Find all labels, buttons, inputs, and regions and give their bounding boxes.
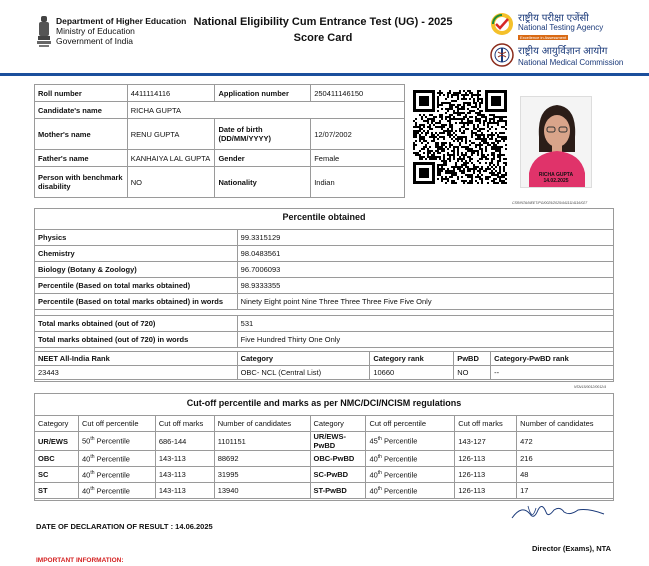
percentile-text: Percentile [96,436,130,446]
cutoff-percentile [78,467,155,483]
table-row [35,294,614,310]
cutoff-percentile-pwbd [366,483,455,499]
qr-code-icon [411,88,509,186]
percentile-text: Percentile [384,470,418,480]
nationality-value: Indian [311,167,405,198]
cutoff-percentile-pwbd [366,467,455,483]
cutoff-header-marks: Cut off marks [155,416,214,432]
total-marks-words-value: Five Hundred Thirty One Only [237,332,613,348]
page-title [168,14,478,46]
category-value: OBC- NCL (Central List) [237,366,370,380]
reference-code: CSR/NTA/NEET/PG/0025/2025/4411114116/027 [512,201,588,205]
cutoff-table [34,415,614,499]
cutoff-header-category-pwbd: Category [310,416,366,432]
percentile-title: Percentile obtained [282,212,366,222]
cutoff-marks: 143-113 [155,451,214,467]
percentile-words-value: Ninety Eight point Nine Three Three Three Five Five Only [237,294,613,310]
table-row [35,432,614,451]
roll-number-value: 4411114116 [127,85,215,102]
percentile-text: Percentile [384,454,418,464]
table-row [35,352,614,366]
photo-caption [520,172,592,184]
mother-name-label: Mother's name [35,119,128,150]
rank-header-category-pwbd-rank: Category-PwBD rank [491,352,614,366]
category-rank-value: 10660 [370,366,454,380]
reference-code-2: NTA/15/0012/0012/4 [574,385,607,389]
percentile-text: Percentile [96,486,130,496]
ministry-name: Ministry of Education [56,26,135,36]
cutoff-marks-pwbd: 143-127 [455,432,517,451]
percentile-table [34,229,614,348]
dob-value: 12/07/2002 [311,119,405,150]
cutoff-percentile [78,483,155,499]
ordinal-suffix: th [377,453,382,460]
table-row [35,119,405,150]
gender-value: Female [311,150,405,167]
percentile-number: 50 [81,436,91,446]
chemistry-label: Chemistry [35,246,238,262]
pwbd-value: NO [127,167,215,198]
cutoff-category-pwbd: SC-PwBD [310,467,366,483]
cutoff-category-pwbd: UR/EWS-PwBD [310,432,366,451]
exam-title: National Eligibility Cum Entrance Test (UG) - 2025 [193,16,453,28]
category-pwbd-rank-value: -- [491,366,614,380]
cutoff-header-marks-pwbd: Cut off marks [455,416,517,432]
table-row [35,150,405,167]
table-row [35,230,614,246]
cutoff-title: Cut-off percentile and marks as per NMC/DCI/NCISM regulations [186,398,462,408]
rank-header-category: Category [237,352,370,366]
ashoka-emblem-icon [36,14,52,50]
photo-caption-date: 14.02.2025 [543,178,569,184]
nta-english-name: National Testing Agency [518,23,604,32]
director-title: Director (Exams), NTA [532,544,612,553]
total-percentile-label: Percentile (Based on total marks obtained) [35,278,238,294]
percentile-number: 40 [81,454,91,464]
cutoff-marks: 143-113 [155,483,214,499]
cutoff-candidates: 88692 [214,451,310,467]
mother-name-value: RENU GUPTA [127,119,215,150]
dob-label: Date of birth (DD/MM/YYYY) [215,119,311,150]
percentile-text: Percentile [96,454,130,464]
cutoff-category: OBC [35,451,79,467]
table-row [35,316,614,332]
candidate-name-label: Candidate's name [35,102,128,119]
rank-header-pwbd: PwBD [454,352,491,366]
cutoff-marks: 143-113 [155,467,214,483]
rank-table [34,351,614,380]
cutoff-header-percentile-pwbd: Cut off percentile [366,416,455,432]
table-row [35,483,614,499]
ordinal-suffix: th [377,436,382,443]
table-row [35,246,614,262]
percentile-words-label: Percentile (Based on total marks obtained) in words [35,294,238,310]
total-marks-label: Total marks obtained (out of 720) [35,316,238,332]
percentile-number: 40 [369,486,378,496]
application-number-value: 250411146150 [311,85,405,102]
ministry-government: Government of India [56,36,134,46]
cutoff-candidates-pwbd: 472 [517,432,614,451]
candidate-details-table [34,84,405,198]
rank-header-category-rank: Category rank [370,352,454,366]
ordinal-suffix: th [90,453,95,460]
cutoff-candidates: 1101151 [214,432,310,451]
cutoff-percentile-pwbd [366,432,455,451]
ordinal-suffix: th [377,469,382,476]
ministry-department: Department of Higher Education [56,16,187,26]
ordinal-suffix: th [90,485,95,492]
biology-value: 96.7006093 [237,262,613,278]
cutoff-category: UR/EWS [35,432,79,451]
cutoff-header-percentile: Cut off percentile [78,416,155,432]
nta-name-block [518,14,603,41]
gender-label: Gender [215,150,311,167]
table-row [35,332,614,348]
table-row [35,451,614,467]
nmc-name-block [518,46,623,68]
application-number-label: Application number [215,85,311,102]
percentile-text: Percentile [96,470,130,480]
father-name-value: KANHAIYA LAL GUPTA [127,150,215,167]
physics-value: 99.3315129 [237,230,613,246]
total-percentile-value: 98.9333355 [237,278,613,294]
cutoff-candidates: 31995 [214,467,310,483]
cutoff-percentile-pwbd [366,451,455,467]
percentile-number: 45 [369,436,378,446]
roll-number-label: Roll number [35,85,128,102]
ministry-block [56,16,186,46]
all-india-rank-value: 23443 [35,366,238,380]
nta-hindi-name: राष्ट्रीय परीक्षा एजेंसी [518,13,589,24]
cutoff-header-candidates-pwbd: Number of candidates [517,416,614,432]
cutoff-marks-pwbd: 126-113 [455,467,517,483]
table-row [35,467,614,483]
cutoff-percentile [78,432,155,451]
cutoff-candidates: 13940 [214,483,310,499]
percentile-text: Percentile [384,436,418,446]
cutoff-marks-pwbd: 126-113 [455,451,517,467]
total-marks-words-label: Total marks obtained (out of 720) in words [35,332,238,348]
nmc-english-name: National Medical Commission [518,58,624,67]
table-row [35,366,614,380]
table-row [35,102,405,119]
ordinal-suffix: th [377,485,382,492]
score-card-header [0,0,649,76]
table-row [35,262,614,278]
cutoff-category-pwbd: ST-PwBD [310,483,366,499]
table-row [35,85,405,102]
physics-label: Physics [35,230,238,246]
nmc-logo-icon [490,43,514,67]
percentile-number: 40 [369,470,378,480]
nmc-hindi-name: राष्ट्रीय आयुर्विज्ञान आयोग [518,46,608,57]
percentile-number: 40 [369,454,378,464]
cutoff-category-pwbd: OBC-PwBD [310,451,366,467]
percentile-number: 40 [81,470,91,480]
photo-caption-name: RICHA GUPTA [538,172,574,178]
cutoff-percentile [78,451,155,467]
candidate-name-value: RICHA GUPTA [127,102,404,119]
cutoff-candidates-pwbd: 48 [517,467,614,483]
cutoff-header-candidates: Number of candidates [214,416,310,432]
cutoff-candidates-pwbd: 216 [517,451,614,467]
nta-logo-icon [490,12,514,36]
nta-tagline: Excellence in Assessment [520,35,567,40]
biology-label: Biology (Botany & Zoology) [35,262,238,278]
cutoff-candidates-pwbd: 17 [517,483,614,499]
rank-header-all-india: NEET All-India Rank [35,352,238,366]
cutoff-category: ST [35,483,79,499]
table-header-row [35,416,614,432]
total-marks-value: 531 [237,316,613,332]
cutoff-marks-pwbd: 126-113 [455,483,517,499]
ordinal-suffix: th [90,436,95,443]
important-information-heading: IMPORTANT INFORMATION: [36,557,124,564]
pwbd-label: Person with benchmark disability [35,167,128,198]
score-card-title: Score Card [293,32,353,44]
table-row [35,167,405,198]
ordinal-suffix: th [90,469,95,476]
cutoff-marks: 686-144 [155,432,214,451]
father-name-label: Father's name [35,150,128,167]
table-row [35,278,614,294]
percentile-number: 40 [81,486,91,496]
director-signature [508,500,608,524]
cutoff-header-category: Category [35,416,79,432]
declaration-date: DATE OF DECLARATION OF RESULT : 14.06.2025 [36,522,213,531]
chemistry-value: 98.0483561 [237,246,613,262]
percentile-text: Percentile [384,486,418,496]
cutoff-category: SC [35,467,79,483]
pwbd-rank-value: NO [454,366,491,380]
nationality-label: Nationality [215,167,311,198]
